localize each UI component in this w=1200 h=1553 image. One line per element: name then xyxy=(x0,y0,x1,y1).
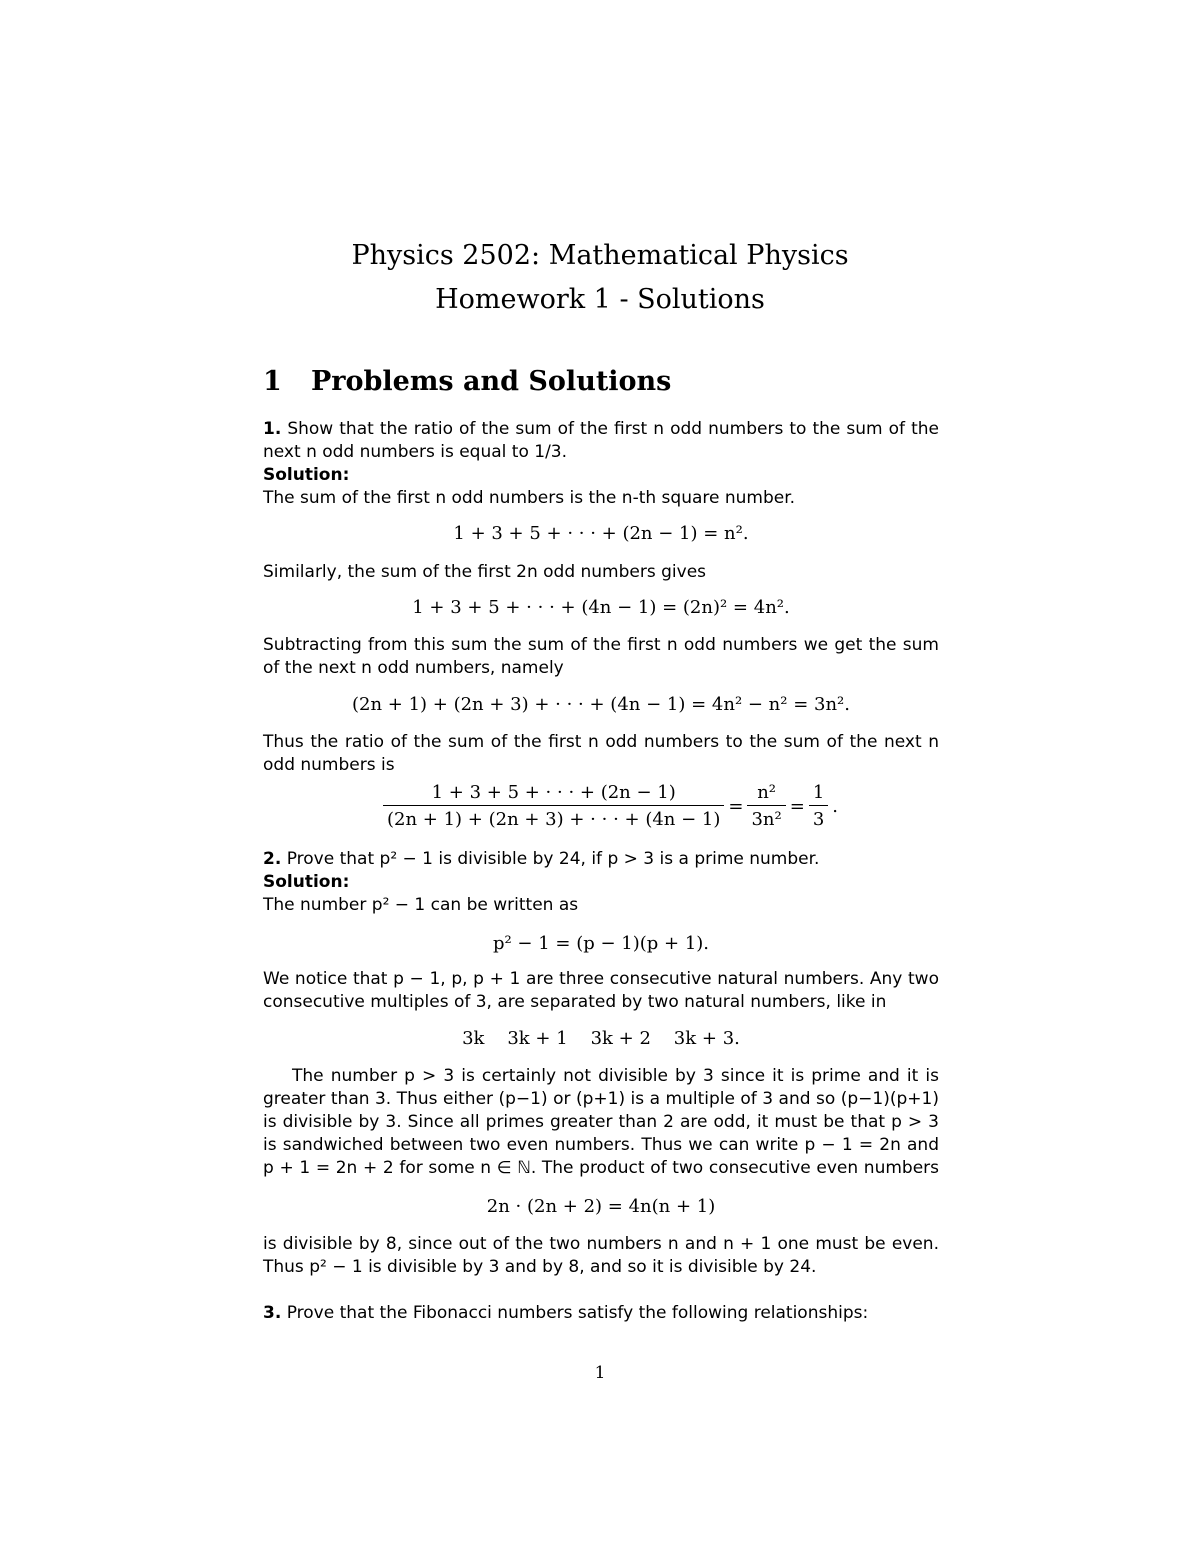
document-subtitle: Homework 1 - Solutions xyxy=(435,284,765,315)
problem-2-text: Thus p² − 1 is divisible by 3 and by 8, and so it is divisible by 24. xyxy=(263,1257,817,1277)
problem-2-text: The number p² − 1 can be written as xyxy=(263,895,579,915)
problem-2-equation-3: 2n · (2n + 2) = 4n(n + 1) xyxy=(486,1196,716,1217)
page-number: 1 xyxy=(594,1363,606,1383)
fraction-numerator: 1 + 3 + 5 + · · · + (2n − 1) xyxy=(383,782,724,806)
problem-1-solution-label: Solution: xyxy=(263,465,350,485)
problem-2-text: p + 1 = 2n + 2 for some n ∈ ℕ. The product of two consecutive even numbers xyxy=(263,1158,939,1178)
problem-1-text: odd numbers is xyxy=(263,755,395,775)
problem-1-equation-2: 1 + 3 + 5 + · · · + (4n − 1) = (2n)² = 4n². xyxy=(412,597,790,618)
fraction-numerator: 1 xyxy=(809,782,828,806)
fraction-denominator: (2n + 1) + (2n + 3) + · · · + (4n − 1) xyxy=(387,809,721,830)
fraction-denominator: 3 xyxy=(812,809,825,830)
problem-2-text: is sandwiched between two even numbers. Thus we can write p − 1 = 2n and xyxy=(263,1135,939,1155)
problem-2-text: is divisible by 3. Since all primes greater than 2 are odd, it must be that p > 3 xyxy=(263,1112,939,1132)
problem-2-equation-1: p² − 1 = (p − 1)(p + 1). xyxy=(492,933,710,954)
fraction-numerator: n² xyxy=(747,782,785,806)
problem-1-statement-cont: next n odd numbers is equal to 1/3. xyxy=(263,442,568,462)
problem-3-statement: 3. Prove that the Fibonacci numbers satisfy the following relationships: xyxy=(263,1303,869,1323)
problem-1-equation-1: 1 + 3 + 5 + · · · + (2n − 1) = n². xyxy=(453,523,749,544)
problem-1-label: 1. xyxy=(263,419,282,439)
problem-2-solution-label: Solution: xyxy=(263,872,350,892)
problem-2-label: 2. xyxy=(263,849,282,869)
problem-2-equation-2: 3k 3k + 1 3k + 2 3k + 3. xyxy=(462,1028,740,1049)
problem-1-statement: 1. Show that the ratio of the sum of the first n odd numbers to the sum of the xyxy=(263,419,939,439)
fraction-denominator: 3n² xyxy=(751,809,782,830)
problem-2-text: The number p > 3 is certainly not divisible by 3 since it is prime and it is xyxy=(292,1066,939,1086)
period: . xyxy=(832,795,839,817)
problem-2-text: greater than 3. Thus either (p−1) or (p+1) is a multiple of 3 and so (p−1)(p+1) xyxy=(263,1089,939,1109)
document-title: Physics 2502: Mathematical Physics xyxy=(351,240,849,271)
problem-1-text: Subtracting from this sum the sum of the first n odd numbers we get the sum xyxy=(263,635,939,655)
section-heading xyxy=(263,364,671,400)
problem-1-text: Thus the ratio of the sum of the first n odd numbers to the sum of the next n xyxy=(263,732,939,752)
problem-2-text: consecutive multiples of 3, are separated by two natural numbers, like in xyxy=(263,992,887,1012)
problem-2-text: We notice that p − 1, p, p + 1 are three consecutive natural numbers. Any two xyxy=(263,969,939,989)
problem-1-ratio-equation xyxy=(263,780,939,840)
equals-sign: = xyxy=(728,795,744,817)
problem-3-label: 3. xyxy=(263,1303,282,1323)
problem-1-text: Similarly, the sum of the first 2n odd numbers gives xyxy=(263,562,707,582)
problem-2-statement: 2. Prove that p² − 1 is divisible by 24, if p > 3 is a prime number. xyxy=(263,849,820,869)
problem-1-text: of the next n odd numbers, namely xyxy=(263,658,564,678)
section-number: 1 xyxy=(263,366,282,397)
section-title: Problems and Solutions xyxy=(311,366,672,397)
equals-sign: = xyxy=(789,795,805,817)
problem-1-equation-3: (2n + 1) + (2n + 3) + · · · + (4n − 1) = 4n² − n² = 3n². xyxy=(351,694,850,715)
problem-1-text: The sum of the first n odd numbers is the n-th square number. xyxy=(263,488,796,508)
problem-2-text: is divisible by 8, since out of the two numbers n and n + 1 one must be even. xyxy=(263,1234,939,1254)
